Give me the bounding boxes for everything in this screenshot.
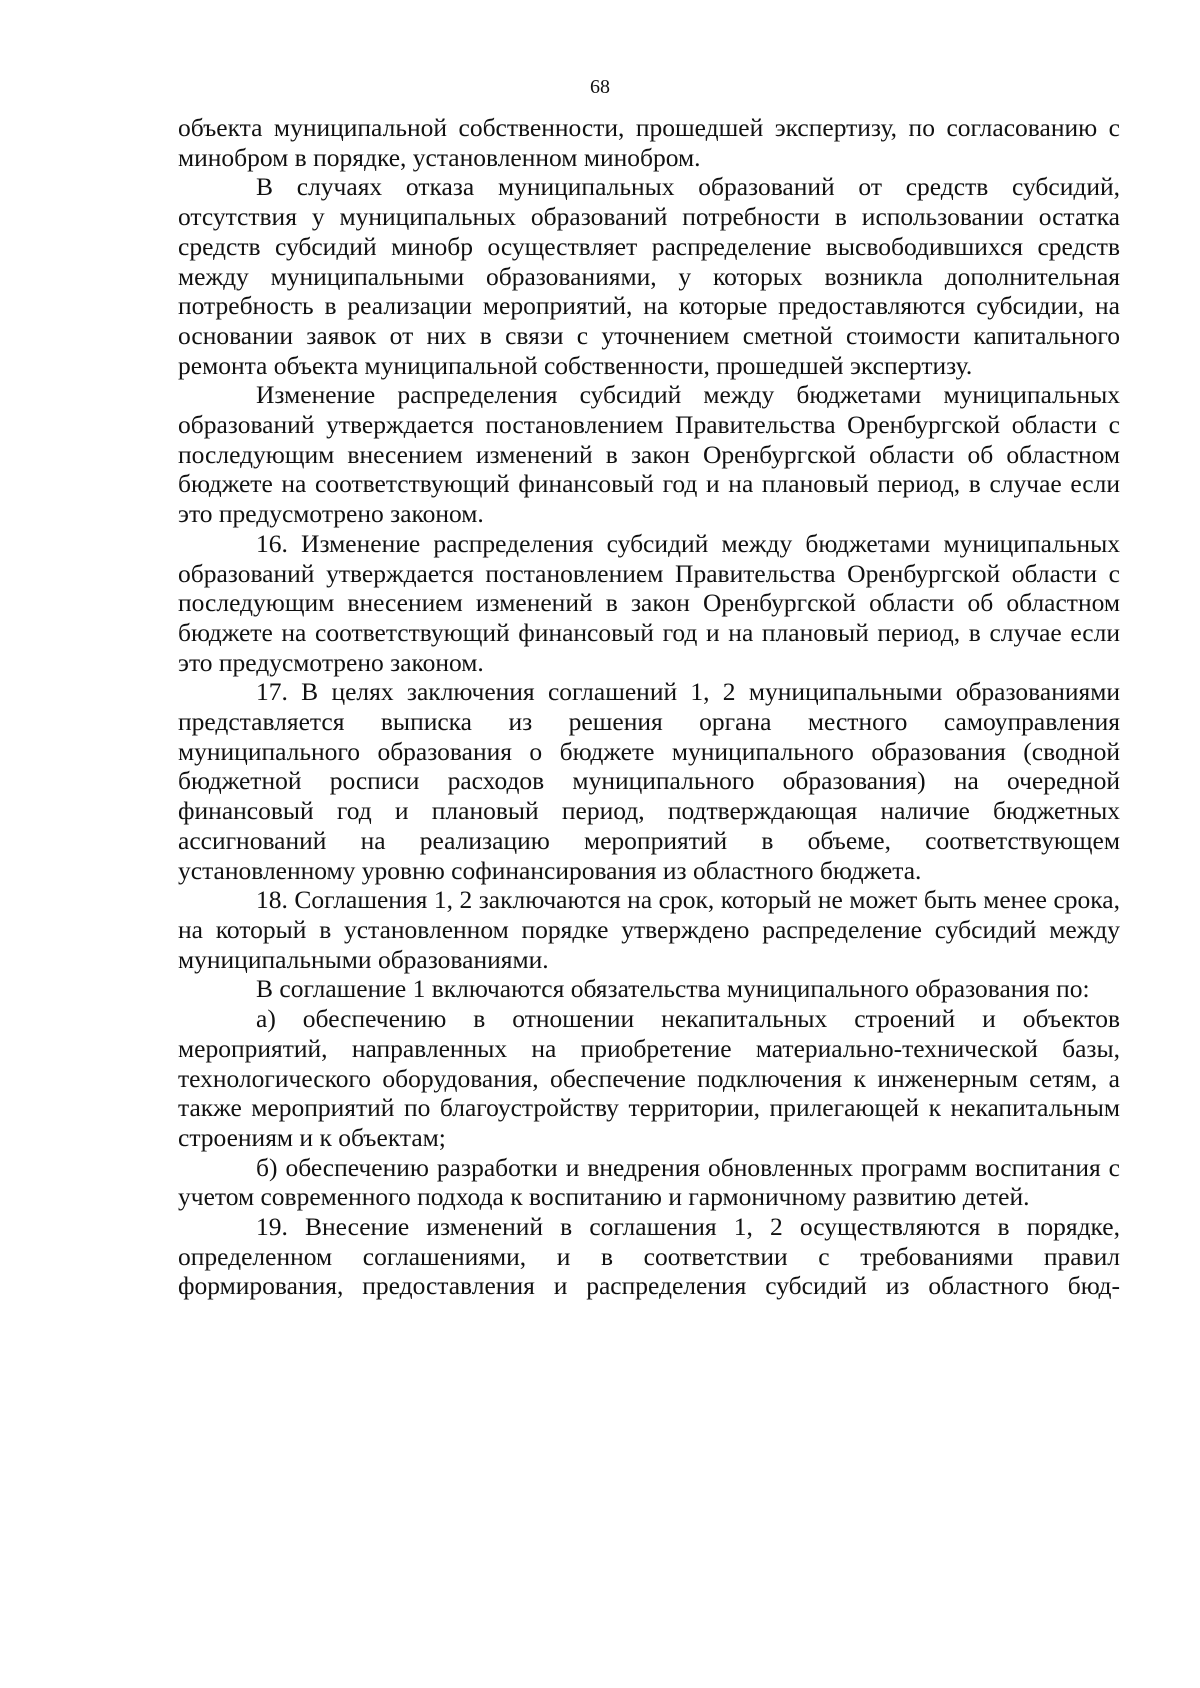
paragraph: В случаях отказа муниципальных образований от средств субсидий, отсутствия у муниципальных образований потребности в использовании остатка средств субсидий минобр осуществляет распределение высвободившихся средств между муниципальными образованиями, у которых возникла дополнительная потребность в реализации мероприятий, на которые предоставляются субсидии, на основании заявок от них в связи с уточнением сметной стоимости капитального ремонта объекта муниципальной собственности, прошедшей экспертизу. bbox=[178, 172, 1120, 380]
paragraph: 19. Внесение изменений в соглашения 1, 2 осуществляются в порядке, определенном соглашениями, и в соответствии с требованиями правил формирования, предоставления и распределения субсидий из областного бюд- bbox=[178, 1212, 1120, 1301]
paragraph: 18. Соглашения 1, 2 заключаются на срок, который не может быть менее срока, на который в установленном порядке утверждено распределение субсидий между муниципальными образованиями. bbox=[178, 885, 1120, 974]
paragraph: 16. Изменение распределения субсидий между бюджетами муниципальных образований утверждается постановлением Правительства Оренбургской области с последующим внесением изменений в закон Оренбургской области об областном бюджете на соответствующий финансовый год и на плановый период, в случае если это предусмотрено законом. bbox=[178, 528, 1120, 677]
paragraph: а) обеспечению в отношении некапитальных строений и объектов мероприятий, направленных на приобретение материально-технической базы, технологического оборудования, обеспечение подключения к инженерным сетям, а также мероприятий по благоустройству территории, прилегающей к некапитальным строениям и к объектам; bbox=[178, 1004, 1120, 1152]
paragraph: В соглашение 1 включаются обязательства муниципального образования по: bbox=[256, 974, 1090, 1004]
paragraph: 17. В целях заключения соглашений 1, 2 муниципальными образованиями представляется выписка из решения органа местного самоуправления муниципального образования о бюджете муниципального образования (сводной бюджетной росписи расходов муниципального образования) на очередной финансовый год и плановый период, подтверждающая наличие бюджетных ассигнований на реализацию мероприятий в объеме, соответствующем установленному уровню софинансирования из областного бюджета. bbox=[178, 677, 1120, 885]
document-body bbox=[178, 113, 1120, 1301]
page-number: 68 bbox=[590, 76, 610, 98]
paragraph: Изменение распределения субсидий между бюджетами муниципальных образований утверждается постановлением Правительства Оренбургской области с последующим внесением изменений в закон Оренбургской области об областном бюджете на соответствующий финансовый год и на плановый период, в случае если это предусмотрено законом. bbox=[178, 380, 1120, 529]
paragraph: б) обеспечению разработки и внедрения обновленных программ воспитания с учетом современного подхода к воспитанию и гармоничному развитию детей. bbox=[178, 1152, 1120, 1212]
paragraph: объекта муниципальной собственности, прошедшей экспертизу, по согласованию с минобром в порядке, установленном минобром. bbox=[178, 113, 1120, 172]
